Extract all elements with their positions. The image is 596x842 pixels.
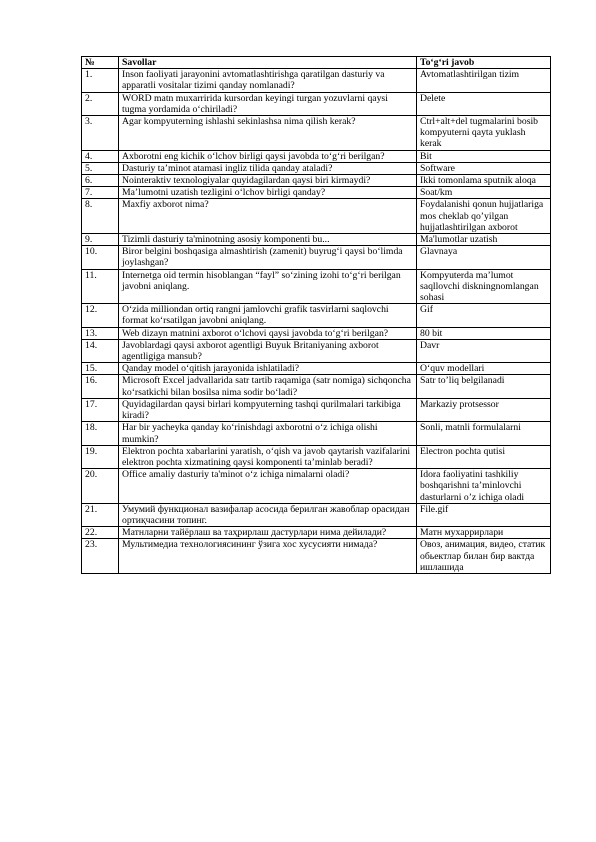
answer-cell: Markaziy protsessor <box>417 398 551 421</box>
row-number: 4. <box>82 150 119 162</box>
table-row <box>82 339 551 362</box>
table-row <box>82 398 551 421</box>
table-row <box>82 363 551 375</box>
row-number: 8. <box>82 199 119 234</box>
row-number: 16. <box>82 375 119 398</box>
row-number: 22. <box>82 527 119 539</box>
answer-cell: Kompyuterda ma’lumot saqllovchi diskningnomlangan sohasi <box>417 269 551 304</box>
question-cell: Qanday model o‘qitish jarayonida ishlatiladi? <box>119 363 417 375</box>
row-number: 21. <box>82 503 119 526</box>
question-cell: Agar kompyuterning ishlashi sekinlashsa nima qilish kerak? <box>119 116 417 151</box>
question-cell: Tizimli dasturiy ta'minotning asosiy komponenti bu... <box>119 234 417 246</box>
question-cell: Har bir yacheyka qanday ko‘rinishdagi axborotni o‘z ichiga olishi mumkin? <box>119 422 417 445</box>
row-number: 14. <box>82 339 119 362</box>
row-number: 10. <box>82 246 119 269</box>
answer-cell: Davr <box>417 339 551 362</box>
row-number: 1. <box>82 69 119 92</box>
answer-cell: Idora faoliyatini tashkiliy boshqarishni ta’minlovchi dasturlarni o’z ichiga oladi <box>417 469 551 504</box>
question-cell: Dasturiy ta’minot atamasi ingliz tilida qanday ataladi? <box>119 162 417 174</box>
row-number: 17. <box>82 398 119 421</box>
table-row <box>82 150 551 162</box>
question-cell: Javoblardagi qaysi axborot agentligi Buyuk Britaniyaning axborot agentligiga mansub? <box>119 339 417 362</box>
table-row <box>82 539 551 574</box>
answer-cell: Delete <box>417 92 551 115</box>
question-cell: Elektron pochta xabarlarini yaratish, o‘qish va javob qaytarish vazifalarini elektron pochta xizmatining qaysi komponenti ta’minlab beradi? <box>119 445 417 468</box>
answer-cell: Soat/km <box>417 187 551 199</box>
table-row <box>82 445 551 468</box>
answer-cell: Ctrl+alt+del tugmalarini bosib kompyuterni qayta yuklash kerak <box>417 116 551 151</box>
row-number: 2. <box>82 92 119 115</box>
table-row <box>82 527 551 539</box>
row-number: 3. <box>82 116 119 151</box>
header-row <box>82 57 551 69</box>
question-cell: Microsoft Excel jadvallarida satr tartib raqamiga (satr nomiga) sichqoncha ko‘rsatkichi bilan bosilsa nima sodir bo‘ladi? <box>119 375 417 398</box>
row-number: 9. <box>82 234 119 246</box>
row-number: 19. <box>82 445 119 468</box>
questions-table <box>81 56 551 574</box>
answer-cell: Ikki tomonlama sputnik aloqa <box>417 175 551 187</box>
question-cell: Inson faoliyati jarayonini avtomatlashtirishga qaratilgan dasturiy va apparatli vositalar tizimi qanday nomlanadi? <box>119 69 417 92</box>
table-row <box>82 469 551 504</box>
question-cell: Biror belgini boshqasiga almashtirish (zamenit) buyrug‘i qaysi bo‘limda joylashgan? <box>119 246 417 269</box>
table-row <box>82 92 551 115</box>
header-number: № <box>82 57 119 69</box>
question-cell: Ma’lumotni uzatish tezligini o‘lchov birligi qanday? <box>119 187 417 199</box>
row-number: 13. <box>82 327 119 339</box>
answer-cell: Sonli, matnli formulalarni <box>417 422 551 445</box>
question-cell: Office amaliy dasturiy ta'minot o‘z ichiga nimalarni oladi? <box>119 469 417 504</box>
answer-cell: 80 bit <box>417 327 551 339</box>
answer-cell: Bit <box>417 150 551 162</box>
row-number: 15. <box>82 363 119 375</box>
header-answer: To‘g‘ri javob <box>417 57 551 69</box>
answer-cell: Glavnaya <box>417 246 551 269</box>
table-row <box>82 422 551 445</box>
question-cell: WORD matn muxarririda kursordan keyingi turgan yozuvlarni qaysi tugma yordamida o‘chiriladi? <box>119 92 417 115</box>
table-row <box>82 269 551 304</box>
row-number: 11. <box>82 269 119 304</box>
table-row <box>82 187 551 199</box>
answer-cell: File.gif <box>417 503 551 526</box>
answer-cell: Electron pochta qutisi <box>417 445 551 468</box>
table-row <box>82 375 551 398</box>
table-row <box>82 304 551 327</box>
table-row <box>82 69 551 92</box>
question-cell: Internetga oid termin hisoblangan “fayl” so‘zining izohi to‘g‘ri berilgan javobni aniqlang. <box>119 269 417 304</box>
row-number: 23. <box>82 539 119 574</box>
table-row <box>82 162 551 174</box>
table-row <box>82 116 551 151</box>
question-cell: Матнларни тайёрлаш ва таҳрирлаш дастурлари нима дейилади? <box>119 527 417 539</box>
answer-cell: Avtomatlashtirilgan tizim <box>417 69 551 92</box>
row-number: 5. <box>82 162 119 174</box>
question-cell: Axborotni eng kichik o‘lchov birligi qaysi javobda to‘g‘ri berilgan? <box>119 150 417 162</box>
row-number: 18. <box>82 422 119 445</box>
question-cell: Quyidagilardan qaysi birlari kompyuterning tashqi qurilmalari tarkibiga kiradi? <box>119 398 417 421</box>
table-body <box>82 69 551 574</box>
answer-cell: Ma'lumotlar uzatish <box>417 234 551 246</box>
answer-cell: Software <box>417 162 551 174</box>
question-cell: Nointeraktiv texnologiyalar quyidagilardan qaysi biri kirmaydi? <box>119 175 417 187</box>
row-number: 6. <box>82 175 119 187</box>
row-number: 7. <box>82 187 119 199</box>
answer-cell: Овоз, анимация, видео, статик обьектлар билан бир вактда ишлашида <box>417 539 551 574</box>
table-row <box>82 246 551 269</box>
question-cell: Мультимедиа технологиясининг ўзига хос хусусияти нимада? <box>119 539 417 574</box>
question-cell: Web dizayn matnini axborot o‘lchovi qaysi javobda to‘g‘ri berilgan? <box>119 327 417 339</box>
row-number: 12. <box>82 304 119 327</box>
question-cell: Умумий функционал вазифалар асосида берилган жавоблар орасидан ортиқчасини топинг. <box>119 503 417 526</box>
header-question: Savollar <box>119 57 417 69</box>
question-cell: Maxfiy axborot nima? <box>119 199 417 234</box>
table-row <box>82 199 551 234</box>
answer-cell: Gif <box>417 304 551 327</box>
row-number: 20. <box>82 469 119 504</box>
table-row <box>82 175 551 187</box>
answer-cell: O‘quv modellari <box>417 363 551 375</box>
table-row <box>82 327 551 339</box>
question-cell: O‘zida milliondan ortiq rangni jamlovchi grafik tasvirlarni saqlovchi format ko‘rsatilgan javobni aniqlang. <box>119 304 417 327</box>
answer-cell: Foydalanishi qonun hujjatlariga mos cheklab qo’yilgan hujjatlashtirilgan axborot <box>417 199 551 234</box>
answer-cell: Матн мухаррирлари <box>417 527 551 539</box>
table-row <box>82 234 551 246</box>
answer-cell: Satr to’liq belgilanadi <box>417 375 551 398</box>
table-row <box>82 503 551 526</box>
